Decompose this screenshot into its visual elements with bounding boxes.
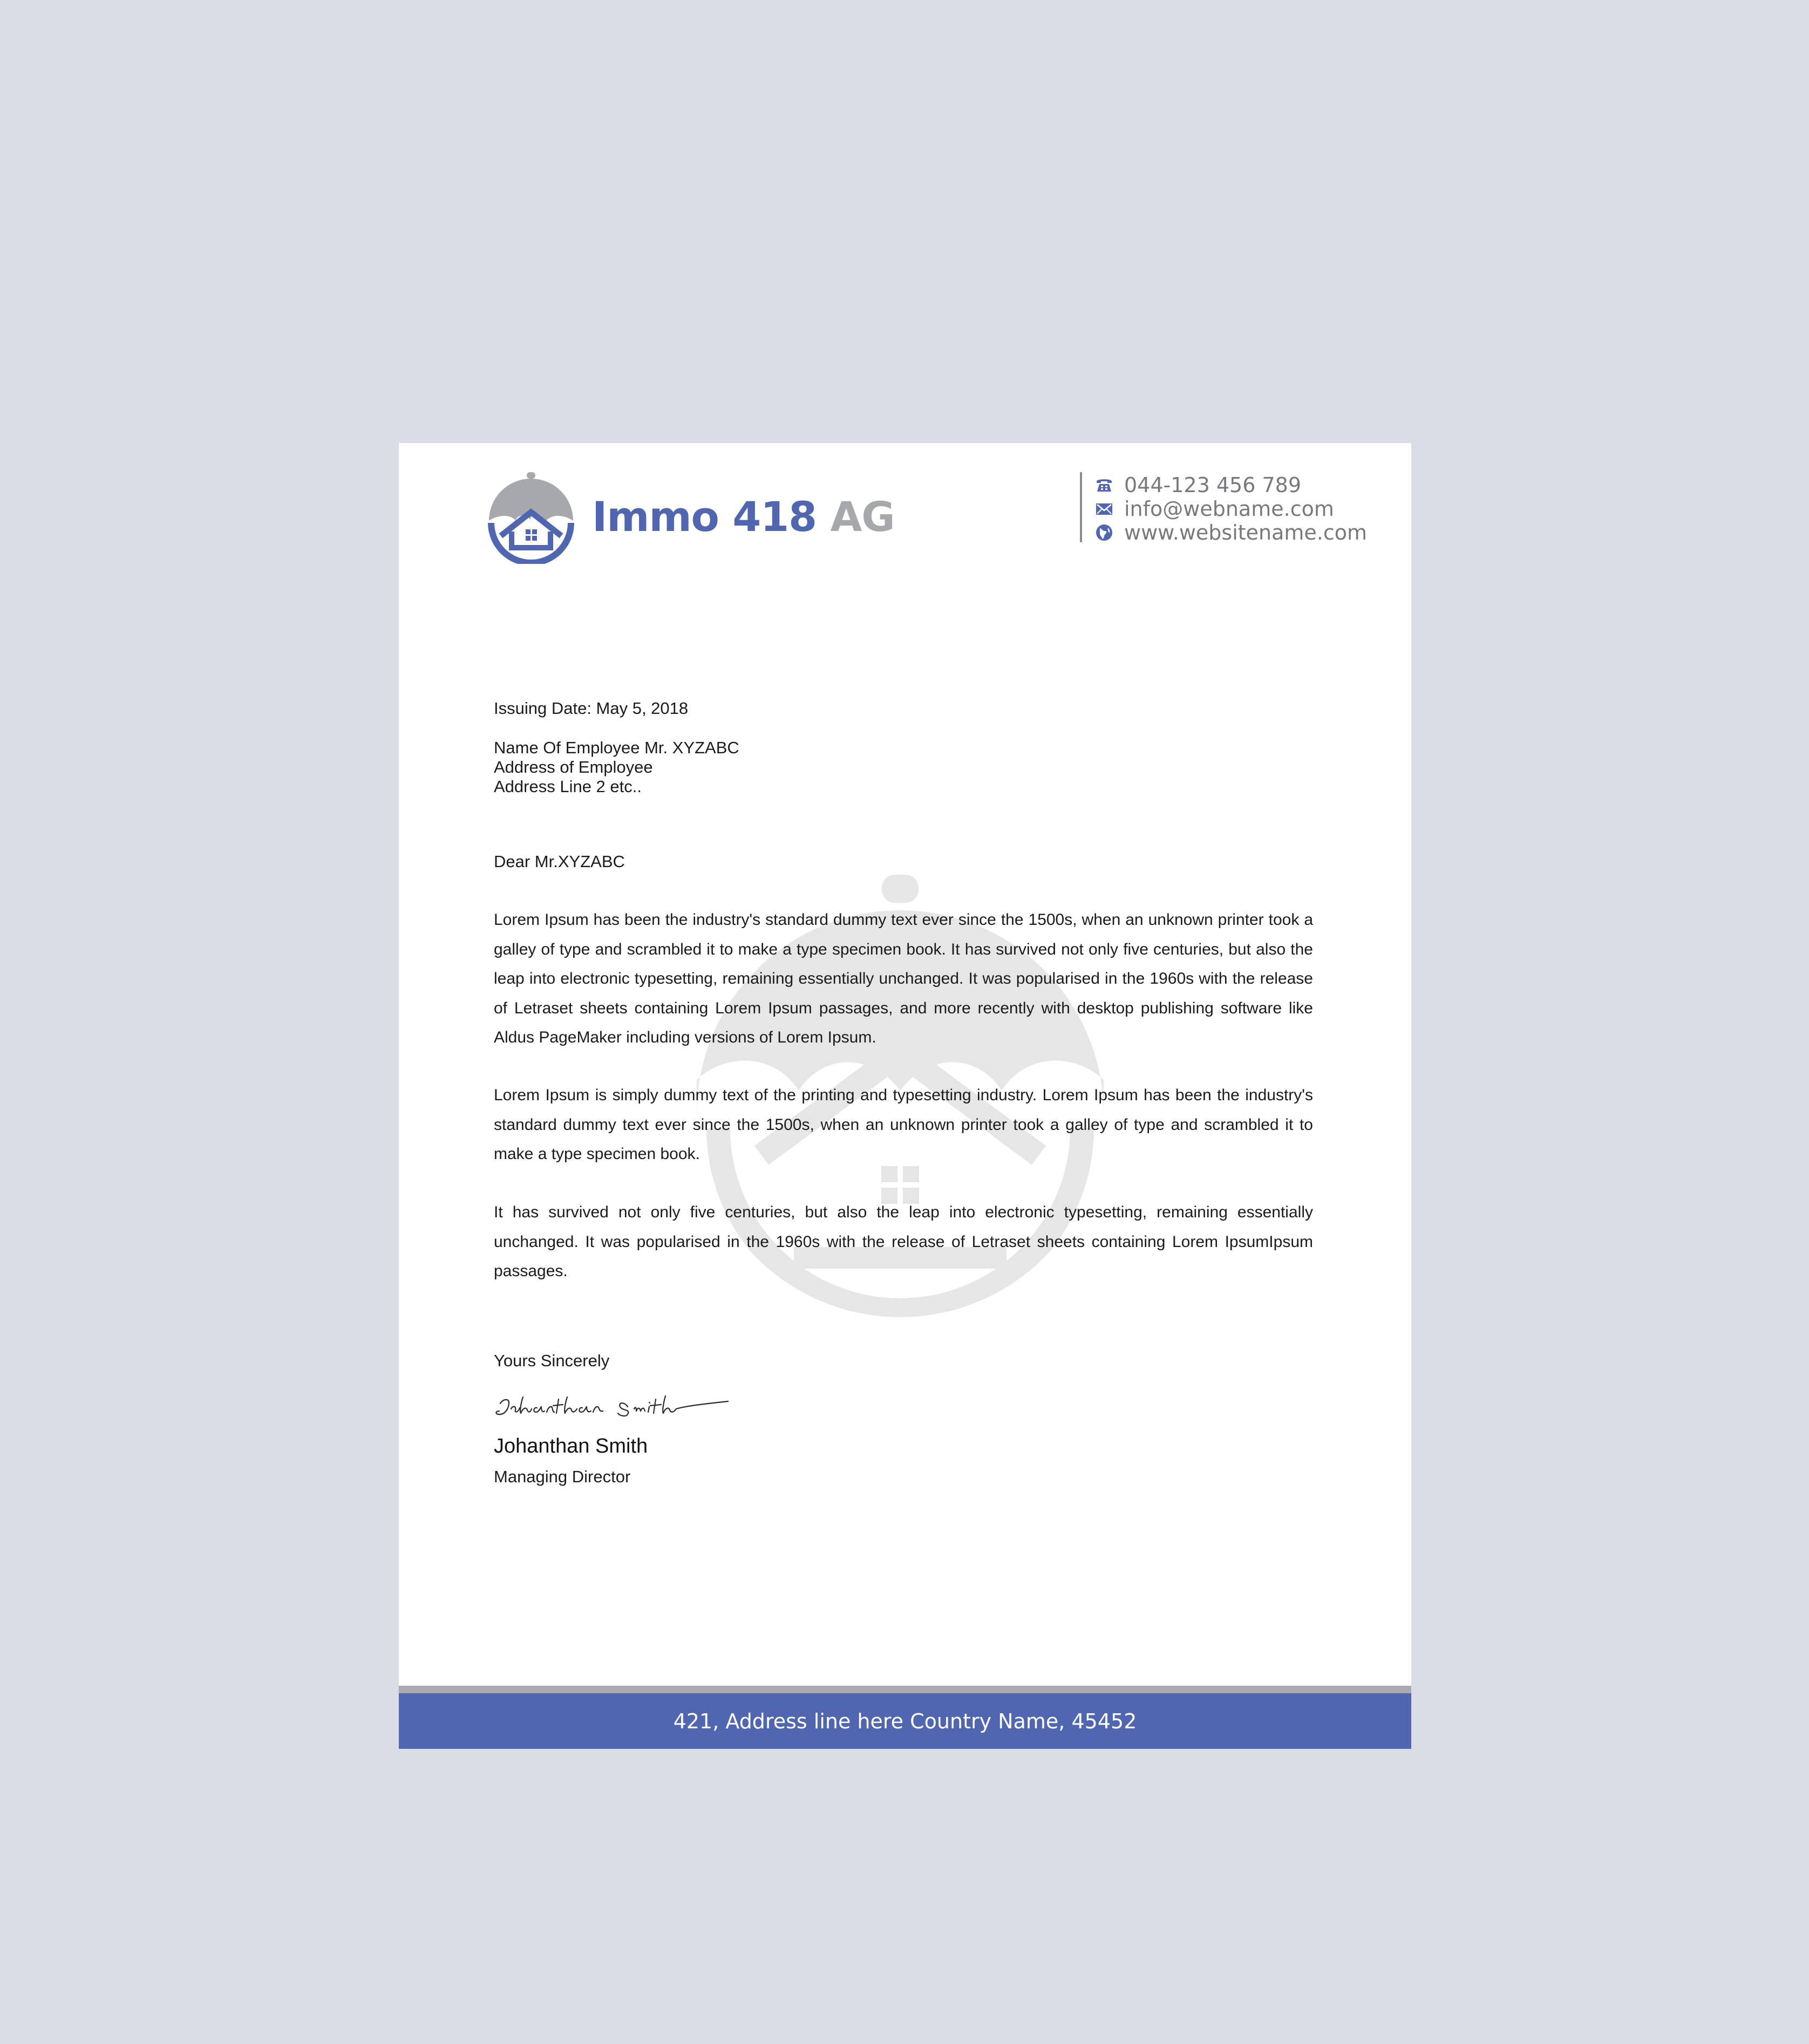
paragraph-2: Lorem Ipsum is simply dummy text of the printing and typesetting industry. Lorem Ipsum has been the industry's standard dummy text ever since the 1500s, when an unknown printer took a galley of type and scrambled it to make a type specimen book. bbox=[494, 1086, 1313, 1163]
footer-bar bbox=[399, 1693, 1411, 1749]
salutation: Dear Mr.XYZABC bbox=[494, 852, 625, 871]
footer-accent-bar bbox=[399, 1686, 1411, 1693]
closing: Yours Sincerely bbox=[494, 1351, 610, 1370]
signer-name: Johanthan Smith bbox=[494, 1435, 648, 1457]
contact-website bbox=[1095, 521, 1367, 544]
contact-divider bbox=[1080, 472, 1082, 542]
company-name-primary: Immo 418 bbox=[592, 493, 817, 541]
mail-icon bbox=[1095, 500, 1113, 518]
phone-icon bbox=[1095, 476, 1113, 494]
contact-email bbox=[1095, 497, 1367, 521]
recipient-address-1: Address of Employee bbox=[494, 758, 653, 776]
contact-website-text: www.websitename.com bbox=[1124, 521, 1368, 544]
recipient-block bbox=[494, 738, 739, 796]
company-name-secondary: AG bbox=[830, 493, 895, 541]
signer-title: Managing Director bbox=[494, 1467, 631, 1486]
company-name bbox=[592, 493, 895, 541]
footer-address: 421, Address line here Country Name, 45452 bbox=[673, 1709, 1137, 1733]
handwritten-signature bbox=[493, 1387, 730, 1425]
recipient-name: Name Of Employee Mr. XYZABC bbox=[494, 738, 739, 757]
letterhead-page bbox=[399, 443, 1411, 1749]
globe-icon bbox=[1095, 523, 1113, 542]
paragraph-1: Lorem Ipsum has been the industry's standard dummy text ever since the 1500s, when an unknown printer took a galley of type and scrambled it to make a type specimen book. It has survived not only five centuries, but also the leap into electronic typesetting, remaining essentially unchanged. It was popularised in the 1960s with the release of Letraset sheets containing Lorem Ipsum passages, and more recently with desktop publishing software like Aldus PageMaker including versions of Lorem Ipsum. bbox=[494, 911, 1313, 1046]
contact-email-text: info@webname.com bbox=[1124, 497, 1334, 521]
contact-phone-text: 044-123 456 789 bbox=[1124, 473, 1301, 497]
umbrella-house-icon bbox=[488, 471, 574, 564]
contact-phone bbox=[1095, 473, 1367, 497]
recipient-address-2: Address Line 2 etc.. bbox=[494, 777, 642, 796]
paragraph-3: It has survived not only five centuries, but also the leap into electronic typesetting, remaining essentially unchanged. It was popularised in the 1960s with the release of Letraset sheets containing Lorem IpsumIpsum passages. bbox=[494, 1203, 1313, 1280]
contact-block bbox=[1095, 473, 1367, 544]
issuing-date: Issuing Date: May 5, 2018 bbox=[494, 699, 689, 718]
